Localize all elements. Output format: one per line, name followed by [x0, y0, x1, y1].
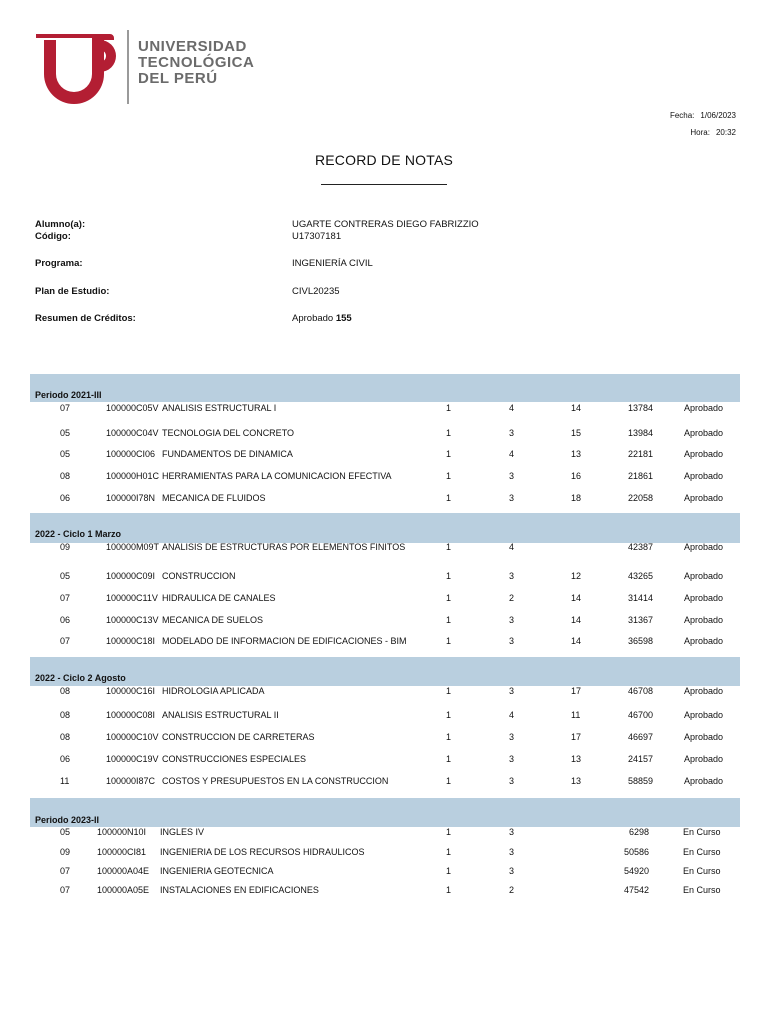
- course-credits: 3: [509, 686, 515, 696]
- course-name: TECNOLOGIA DEL CONCRETO: [162, 428, 295, 438]
- course-code: 100000A04E: [97, 866, 150, 876]
- course-cycle: 07: [60, 636, 71, 646]
- course-attempt: 1: [446, 593, 452, 603]
- print-date-value: 1/06/2023: [700, 111, 736, 120]
- course-code: 100000C09I: [106, 571, 156, 581]
- table-row: [0, 615, 768, 629]
- university-name-line2: TECNOLÓGICA: [138, 54, 255, 71]
- course-attempt: 1: [446, 686, 452, 696]
- table-row: [0, 403, 768, 417]
- course-attempt: 1: [446, 827, 452, 837]
- university-name: [138, 39, 254, 87]
- course-credits: 4: [509, 542, 515, 552]
- course-cycle: 06: [60, 493, 71, 503]
- course-code: 100000C08I: [106, 710, 156, 720]
- course-name: COSTOS Y PRESUPUESTOS EN LA CONSTRUCCION: [162, 776, 389, 786]
- table-row: [0, 847, 768, 861]
- course-code: 100000H01C: [106, 471, 160, 481]
- course-status: Aprobado: [684, 471, 724, 481]
- course-credits: 3: [509, 847, 515, 857]
- course-status: Aprobado: [684, 710, 724, 720]
- course-name: INSTALACIONES EN EDIFICACIONES: [160, 885, 319, 895]
- student-code-value: U17307181: [292, 231, 342, 242]
- program-value: INGENIERÍA CIVIL: [292, 258, 373, 269]
- course-cycle: 09: [60, 847, 71, 857]
- period-header-bar: [30, 798, 740, 827]
- course-grade: 14: [571, 403, 582, 413]
- logo-divider: [127, 30, 129, 104]
- course-status: Aprobado: [684, 542, 724, 552]
- course-code: 100000C05V: [106, 403, 159, 413]
- course-name: INGLES IV: [160, 827, 205, 837]
- period-label: 2022 - Ciclo 1 Marzo: [35, 529, 122, 539]
- course-status: Aprobado: [684, 776, 724, 786]
- table-row: [0, 636, 768, 650]
- course-name: ANALISIS DE ESTRUCTURAS POR ELEMENTOS FINITOS: [162, 542, 406, 552]
- course-attempt: 1: [446, 542, 452, 552]
- course-grade: 14: [571, 615, 582, 625]
- course-grade: 16: [571, 471, 582, 481]
- course-name: CONSTRUCCION DE CARRETERAS: [162, 732, 315, 742]
- print-date: [670, 111, 736, 120]
- course-grade: 17: [571, 732, 582, 742]
- period-header-bar: [30, 657, 740, 686]
- course-cycle: 08: [60, 686, 71, 696]
- course-credits: 4: [509, 449, 515, 459]
- university-name-line3: DEL PERÚ: [138, 70, 218, 87]
- course-cycle: 05: [60, 428, 71, 438]
- course-status: Aprobado: [684, 754, 724, 764]
- course-code: 100000M09T: [106, 542, 160, 552]
- course-attempt: 1: [446, 571, 452, 581]
- course-section: 13984: [627, 428, 653, 438]
- table-row: [0, 710, 768, 724]
- course-section: 22181: [627, 449, 653, 459]
- course-cycle: 05: [60, 827, 71, 837]
- course-grade: 18: [571, 493, 582, 503]
- course-attempt: 1: [446, 710, 452, 720]
- course-name: HIDROLOGIA APLICADA: [162, 686, 265, 696]
- course-status: Aprobado: [684, 403, 724, 413]
- course-credits: 4: [509, 403, 515, 413]
- course-code: 100000I87C: [106, 776, 156, 786]
- course-credits: 3: [509, 493, 515, 503]
- table-row: [0, 593, 768, 607]
- course-status: Aprobado: [684, 593, 724, 603]
- course-status: Aprobado: [684, 493, 724, 503]
- course-section: 6298: [628, 827, 649, 837]
- course-status: Aprobado: [684, 615, 724, 625]
- course-status: Aprobado: [684, 428, 724, 438]
- course-section: 36598: [627, 636, 653, 646]
- course-name: MECANICA DE FLUIDOS: [162, 493, 266, 503]
- course-status: Aprobado: [684, 449, 724, 459]
- course-name: ANALISIS ESTRUCTURAL II: [162, 710, 279, 720]
- course-credits: 2: [509, 885, 515, 895]
- course-grade: 13: [571, 776, 582, 786]
- course-name: FUNDAMENTOS DE DINAMICA: [162, 449, 293, 459]
- course-attempt: 1: [446, 615, 452, 625]
- course-cycle: 11: [60, 776, 70, 786]
- table-row: [0, 428, 768, 442]
- course-credits: 3: [509, 754, 515, 764]
- course-section: 46708: [627, 686, 653, 696]
- table-row: [0, 493, 768, 507]
- course-cycle: 06: [60, 615, 71, 625]
- course-credits: 3: [509, 827, 515, 837]
- course-section: 46697: [627, 732, 653, 742]
- student-name-value: UGARTE CONTRERAS DIEGO FABRIZZIO: [292, 219, 479, 230]
- course-credits: 3: [509, 615, 515, 625]
- course-attempt: 1: [446, 428, 452, 438]
- table-row: [0, 471, 768, 485]
- course-cycle: 07: [60, 403, 71, 413]
- course-cycle: 09: [60, 542, 71, 552]
- table-row: [0, 571, 768, 585]
- course-attempt: 1: [446, 471, 452, 481]
- period-label: Periodo 2023-II: [35, 815, 100, 825]
- course-cycle: 08: [60, 732, 71, 742]
- course-status: En Curso: [683, 827, 721, 837]
- course-section: 31367: [627, 615, 653, 625]
- course-cycle: 05: [60, 449, 71, 459]
- course-attempt: 1: [446, 493, 452, 503]
- period-header-bar: [30, 513, 740, 543]
- course-grade: 17: [571, 686, 582, 696]
- course-credits: 4: [509, 710, 515, 720]
- course-status: En Curso: [683, 866, 721, 876]
- period-label: Periodo 2021-III: [35, 390, 102, 400]
- course-code: 100000C19V: [106, 754, 159, 764]
- course-cycle: 07: [60, 885, 71, 895]
- table-row: [0, 686, 768, 700]
- utp-logo: [30, 26, 270, 106]
- table-row: [0, 776, 768, 790]
- course-code: 100000CI81: [97, 847, 147, 857]
- credits-value: 155: [335, 313, 352, 324]
- course-status: Aprobado: [684, 686, 724, 696]
- credits-summary-label: Resumen de Créditos:: [35, 313, 136, 324]
- credits-summary-value: [292, 313, 352, 324]
- course-status: Aprobado: [684, 732, 724, 742]
- course-cycle: 07: [60, 866, 71, 876]
- course-code: 100000C16I: [106, 686, 156, 696]
- course-section: 46700: [627, 710, 653, 720]
- program-label: Programa:: [35, 258, 83, 269]
- table-row: [0, 754, 768, 768]
- course-name: CONSTRUCCION: [162, 571, 236, 581]
- course-status: Aprobado: [684, 571, 724, 581]
- course-attempt: 1: [446, 776, 452, 786]
- course-grade: 12: [571, 571, 582, 581]
- course-grade: 13: [571, 449, 582, 459]
- course-name: MECANICA DE SUELOS: [162, 615, 264, 625]
- course-section: 31414: [627, 593, 653, 603]
- print-time-value: 20:32: [715, 128, 736, 137]
- course-credits: 3: [509, 428, 515, 438]
- course-name: CONSTRUCCIONES ESPECIALES: [162, 754, 307, 764]
- course-section: 54920: [623, 866, 649, 876]
- course-section: 42387: [627, 542, 653, 552]
- study-plan-value: CIVL20235: [292, 286, 340, 297]
- course-section: 43265: [627, 571, 653, 581]
- table-row: [0, 885, 768, 899]
- course-code: 100000CI06: [106, 449, 156, 459]
- student-name-label: Alumno(a):: [35, 219, 86, 230]
- print-time-label: Hora:: [690, 128, 710, 137]
- course-section: 13784: [627, 403, 653, 413]
- course-status: En Curso: [683, 847, 721, 857]
- course-attempt: 1: [446, 449, 452, 459]
- course-cycle: 07: [60, 593, 71, 603]
- course-credits: 3: [509, 636, 515, 646]
- table-row: [0, 732, 768, 746]
- course-cycle: 06: [60, 754, 71, 764]
- course-section: 47542: [623, 885, 649, 895]
- course-name: INGENIERIA GEOTECNICA: [160, 866, 274, 876]
- course-grade: 14: [571, 636, 582, 646]
- course-code: 100000N10I: [97, 827, 147, 837]
- course-section: 58859: [627, 776, 653, 786]
- course-section: 22058: [627, 493, 653, 503]
- period-label: 2022 - Ciclo 2 Agosto: [35, 673, 126, 683]
- student-code-label: Código:: [35, 231, 71, 242]
- table-row: [0, 866, 768, 880]
- course-attempt: 1: [446, 732, 452, 742]
- university-name-line1: UNIVERSIDAD: [138, 38, 247, 55]
- course-grade: 15: [571, 428, 582, 438]
- course-status: En Curso: [683, 885, 721, 895]
- credits-prefix: Aprobado: [292, 313, 334, 324]
- course-name: INGENIERIA DE LOS RECURSOS HIDRAULICOS: [160, 847, 365, 857]
- course-name: MODELADO DE INFORMACION DE EDIFICACIONES - BIM: [162, 636, 407, 646]
- course-cycle: 08: [60, 710, 71, 720]
- study-plan-label: Plan de Estudio:: [35, 286, 110, 297]
- course-name: HERRAMIENTAS PARA LA COMUNICACION EFECTIVA: [162, 471, 392, 481]
- course-cycle: 08: [60, 471, 71, 481]
- course-code: 100000C04V: [106, 428, 159, 438]
- course-name: ANALISIS ESTRUCTURAL I: [162, 403, 277, 413]
- print-date-label: Fecha:: [669, 111, 695, 120]
- table-row: [0, 827, 768, 841]
- course-credits: 2: [509, 593, 515, 603]
- course-grade: 13: [571, 754, 582, 764]
- course-section: 50586: [623, 847, 649, 857]
- course-credits: 3: [509, 732, 515, 742]
- document-title: RECORD DE NOTAS: [314, 152, 454, 168]
- course-grade: 11: [571, 710, 581, 720]
- course-name: HIDRAULICA DE CANALES: [162, 593, 276, 603]
- table-row: [0, 542, 768, 556]
- course-attempt: 1: [446, 403, 452, 413]
- course-code: 100000C11V: [106, 593, 158, 603]
- print-time: [690, 128, 736, 137]
- table-row: [0, 449, 768, 463]
- course-status: Aprobado: [684, 636, 724, 646]
- course-code: 100000I78N: [106, 493, 156, 503]
- course-code: 100000C18I: [106, 636, 156, 646]
- title-underline: [321, 184, 447, 185]
- course-attempt: 1: [446, 636, 452, 646]
- course-credits: 3: [509, 471, 515, 481]
- course-attempt: 1: [446, 754, 452, 764]
- course-code: 100000A05E: [97, 885, 150, 895]
- course-credits: 3: [509, 571, 515, 581]
- course-attempt: 1: [446, 885, 452, 895]
- course-grade: 14: [571, 593, 582, 603]
- course-credits: 3: [509, 866, 515, 876]
- course-attempt: 1: [446, 847, 452, 857]
- course-cycle: 05: [60, 571, 71, 581]
- course-credits: 3: [509, 776, 515, 786]
- course-attempt: 1: [446, 866, 452, 876]
- course-code: 100000C10V: [106, 732, 159, 742]
- course-section: 24157: [627, 754, 653, 764]
- utp-mark-icon: [30, 26, 120, 106]
- course-code: 100000C13V: [106, 615, 159, 625]
- period-header-bar: [30, 374, 740, 402]
- course-section: 21861: [627, 471, 653, 481]
